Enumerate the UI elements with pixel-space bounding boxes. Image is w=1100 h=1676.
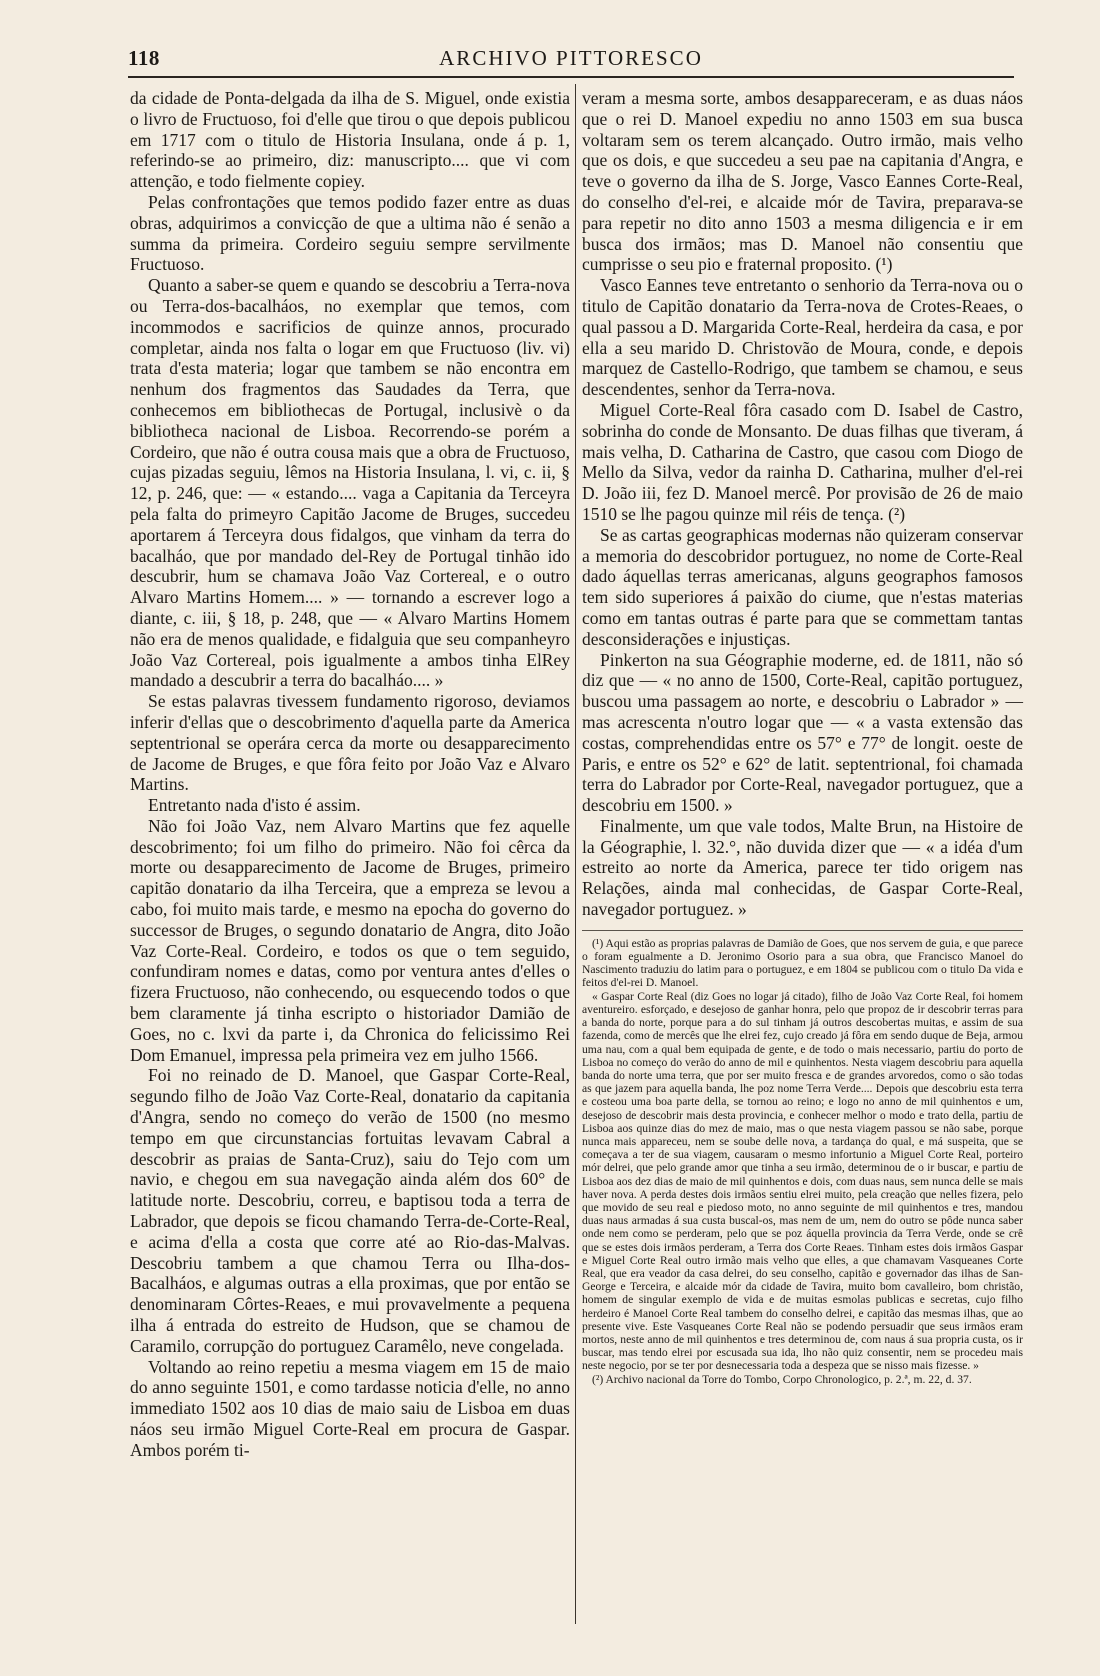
footnote-rule <box>582 930 1023 931</box>
paragraph: Se estas palavras tivessem fundamento rigoroso, deviamos inferir d'ellas que o descobrimento d'aquella parte da America septentrional se operára cerca da morte ou desapparecimento de Jacome de Bruges, e que fôra feito por João Vaz e Alvaro Martins. <box>130 691 570 795</box>
paragraph: Não foi João Vaz, nem Alvaro Martins que fez aquelle descobrimento; foi um filho do primeiro. Não foi cêrca da morte ou desapparecimento de Jacome de Bruges, primeiro capitão donatario da ilha Terceira, que a empreza se levou a cabo, foi muito mais tarde, e mesmo na epocha do governo do successor de Bruges, o segundo donatario de Angra, dito João Vaz Corte-Real. Cordeiro, e todos os que o tem seguido, confundiram nomes e datas, como por ventura antes d'elles o fizera Fructuoso, não conhecendo, ou esquecendo todos o que bem claramente já tinha escripto o historiador Damião de Goes, no c. lxvi da parte i, da Chronica do felicissimo Rei Dom Emanuel, impressa pela primeira vez em julho 1566. <box>130 815 570 1065</box>
running-title: ARCHIVO PITTORESCO <box>439 46 703 70</box>
paragraph: Vasco Eannes teve entretanto o senhorio da Terra-nova ou o titulo de Capitão donatario da Terra-nova de Crotes-Reaes, o qual passou a D. Margarida Corte-Real, herdeira da casa, e por ella a seu marido D. Christovão de Moura, conde, e depois marquez de Castello-Rodrigo, que tambem se chamou, e seus descendentes, senhor da Terra-nova. <box>582 275 1023 400</box>
footnote: (¹) Aqui estão as proprias palavras de Damião de Goes, que nos servem de guia, e que parece o foram egualmente a D. Jeronimo Osorio para a sua obra, que Francisco Manoel do Nascimento traduziu do latim para o portuguez, e em 1804 se publicou com o titulo Da vida e feitos d'el-rei D. Manoel. <box>582 936 1023 990</box>
paragraph: da cidade de Ponta-delgada da ilha de S. Miguel, onde existia o livro de Fructuoso, foi d'elle que tirou o que depois publicou em 1717 com o titulo de Historia Insulana, onde á p. 1, referindo-se ao primeiro, diz: manuscripto.... que vi com attenção, e todo fielmente copiey. <box>130 88 570 192</box>
paragraph: Entretanto nada d'isto é assim. <box>148 795 361 816</box>
paragraph: Pelas confrontações que temos podido fazer entre as duas obras, adquirimos a convicção de que a ultima não é senão a summa da primeira. Cordeiro seguiu sempre servilmente Fructuoso. <box>130 191 570 275</box>
footnote: « Gaspar Corte Real (diz Goes no logar já citado), filho de João Vaz Corte Real, foi homem aventureiro. esforçado, e desejoso de ganhar honra, pelo que propoz de ir descobrir terras para a banda do norte, porque para a do sul tinham já outros descobertas muitas, e assim de sua fazenda, como de mercês que lhe elrei fez, cujo creado já fôra em sendo duque de Beja, armou uma nau, com a qual bem equipada de gente, e de todo o mais necessario, partiu do porto de Lisboa no começo do verão do anno de mil e quinhentos. Nesta viagem descobriu para aquella banda do norte uma terra, que por ser muito fresca e de grandes arvoredos, como o são todas as que jazem para aquella banda, lhe poz nome Terra Verde.... Depois que descobriu esta terra e costeou uma boa parte della, se tornou ao reino; e logo no anno de mil quinhentos e um, desejoso de descobrir mais desta provincia, e conhecer melhor o modo e trato della, partiu de Lisboa aos quinze dias do mez de maio, mas o que nesta viagem passou se não sabe, porque nunca mais appareceu, nem se soube delle nova, a tardança do qual, e má suspeita, que se começava a ter de sua viagem, causaram o mesmo infortunio a Miguel Corte Real, porteiro mór delrei, que pelo grande amor que tinha a seu irmão, determinou de o ir buscar, e partiu de Lisboa aos dez dias de maio de mil quinhentos e dois, com duas naus, sem nunca delle se mais haver nova. A perda destes dois irmãos sentiu elrei muito, pela creação que nelles fizera, pelo que movido de seu real e piedoso moto, no anno seguinte de mil quinhentos e tres, mandou duas naus armadas á sua custa buscal-os, mas nem de um, nem do outro se pôde nunca saber onde nem como se perderam, pelo que se poz áquella provincia da Terra Verde, onde se crê que se estes dois irmãos perderam, a Terra dos Corte Reaes. Tinham estes dois irmãos Gaspar e Miguel Corte Real outro irmão mais velho que elles, a que chamavam Vasqueanes Corte Real, que era veador da casa delrei, do seu conselho, capitão e governador das ilhas de San-George e Terceira, e alcaide mór da cidade de Tavira, muito bom cavalleiro, bom christão, homem de singular exemplo de vida e de muitas esmolas publicas e secretas, cujo filho herdeiro é Manoel Corte Real tambem do conselho delrei, e capitão das mesmas ilhas, que ao presente vive. Este Vasqueanes Corte Real não se podendo persuadir que seus irmãos eram mortos, neste anno de mil quinhentos e tres determinou de, com naus á sua propria custa, os ir buscar, mas tendo elrei por escusada sua ida, lho não quiz consentir, nem se procedeu mais neste negocio, por se ter por desnecessaria toda a despeza que se nisso mais fizesse. » <box>582 989 1023 1373</box>
header-rule <box>128 76 1014 78</box>
paragraph: Miguel Corte-Real fôra casado com D. Isabel de Castro, sobrinha do conde de Monsanto. De duas filhas que tiveram, á mais velha, D. Catharina de Castro, que casou com Diogo de Mello da Silva, vedor da rainha D. Catharina, mulher d'el-rei D. João iii, fez D. Manoel mercê. Por provisão de 26 de maio 1510 se lhe pagou quinze mil réis de tença. (²) <box>582 399 1023 524</box>
paragraph: veram a mesma sorte, ambos desappareceram, e as duas náos que o rei D. Manoel expediu no anno 1503 em sua busca voltaram sem os terem alcançado. Outro irmão, mais velho que os dois, e que succedeu a seu pae na capitania d'Angra, e teve o governo da ilha de S. Jorge, Vasco Eannes Corte-Real, do conselho d'el-rei, e alcaide mór de Tavira, preparava-se para repetir no dito anno 1503 a mesma diligencia e ir em busca dos irmãos; mas D. Manoel não consentiu que cumprisse o seu pio e fraternal proposito. (¹) <box>582 88 1023 275</box>
column-divider <box>575 84 576 1624</box>
left-column <box>130 88 570 1461</box>
footnote: (²) Archivo nacional da Torre do Tombo, Corpo Chronologico, p. 2.ª, m. 22, d. 37. <box>592 1372 972 1386</box>
right-column <box>582 88 1023 1386</box>
paragraph: Pinkerton na sua Géographie moderne, ed. de 1811, não só diz que — « no anno de 1500, Corte-Real, capitão portuguez, buscou uma passagem ao norte, e descobriu o Labrador » — mas acrescenta n'outro logar que — « a vasta extensão das costas, comprehendidas entre os 57° e 77° de longit. oeste de Paris, e entre os 52° e 62° de latit. septentrional, foi chamada terra do Labrador por Corte-Real, navegador portuguez, que a descobriu em 1500. » <box>582 649 1023 816</box>
paragraph: Quanto a saber-se quem e quando se descobriu a Terra-nova ou Terra-dos-bacalháos, no exemplar que temos, com incommodos e sacrificios de quinze annos, procurado completar, ainda nos falta o logar em que Fructuoso (liv. vi) trata d'esta materia; logar que tambem se não encontra em nenhum dos fragmentos das Saudades da Terra, que conhecemos em bibliothecas de Portugal, inclusivè o da bibliotheca nacional de Lisboa. Recorrendo-se porém a Cordeiro, que não é outra cousa mais que a obra de Fructuoso, cujas pizadas seguiu, lêmos na Historia Insulana, l. vi, c. ii, § 12, p. 246, que: — « estando.... vaga a Capitania da Terceyra pela falta do primeyro Capitão Jacome de Bruges, succedeu aportarem á Terceyra dous fidalgos, que vinham da terra do bacalháo, que por mandado del-Rey de Portugal tinhão ido descubrir, hum se chamava João Vaz Cortereal, e o outro Alvaro Martins Homem.... » — tornando a escrever logo a diante, c. iii, § 18, p. 248, que — « Alvaro Martins Homem não era de menos qualidade, e fidalguia que seu companheyro João Vaz Cortereal, pois igualmente a ambos tinha ElRey mandado a descubrir a terra do bacalháo.... » <box>130 275 570 691</box>
paragraph: Se as cartas geographicas modernas não quizeram conservar a memoria do descobridor portuguez, no nome de Corte-Real dado áquellas terras americanas, alguns geographos famosos tem sido superiores á paixão do ciume, que n'estas materias como em tantas outras é parte para que se commettam tantas desconsiderações e injustiças. <box>582 524 1023 649</box>
paragraph: Foi no reinado de D. Manoel, que Gaspar Corte-Real, segundo filho de João Vaz Corte-Real, donatario da capitania d'Angra, sendo no começo do verão de 1500 (no mesmo tempo em que circunstancias fortuitas levavam Cabral a descobrir as praias de Santa-Cruz), saiu do Tejo com um navio, e chegou em sua navegação ainda além dos 60° de latitude norte. Descobriu, correu, e baptisou toda a terra de Labrador, que depois se ficou chamando Terra-de-Corte-Real, e acima d'ella a costa que corre até ao Rio-das-Malvas. Descobriu tambem a que chamou Terra ou Ilha-dos-Bacalháos, e algumas outras a ella proximas, que por então se denominaram Côrtes-Reaes, e mui provavelmente a pequena ilha á entrada do estreito de Hudson, que se chamou de Caramilo, corrupção do portuguez Caramêlo, neve congelada. <box>130 1065 570 1356</box>
page-header <box>128 38 1014 78</box>
paragraph: Voltando ao reino repetiu a mesma viagem em 15 de maio do anno seguinte 1501, e como tardasse noticia d'elle, no anno immediato 1502 aos 10 dias de maio saiu de Lisboa em duas náos seu irmão Miguel Corte-Real em procura de Gaspar. Ambos porém ti- <box>130 1356 570 1460</box>
page-number: 118 <box>128 46 160 70</box>
footnotes <box>582 937 1023 1386</box>
paragraph: Finalmente, um que vale todos, Malte Brun, na Histoire de la Géographie, l. 32.°, não duvida dizer que — « a idéa d'um estreito ao norte da America, parece ter tido origem nas Relações, ainda mal conhecidas, de Gaspar Corte-Real, navegador portuguez. » <box>582 815 1023 920</box>
